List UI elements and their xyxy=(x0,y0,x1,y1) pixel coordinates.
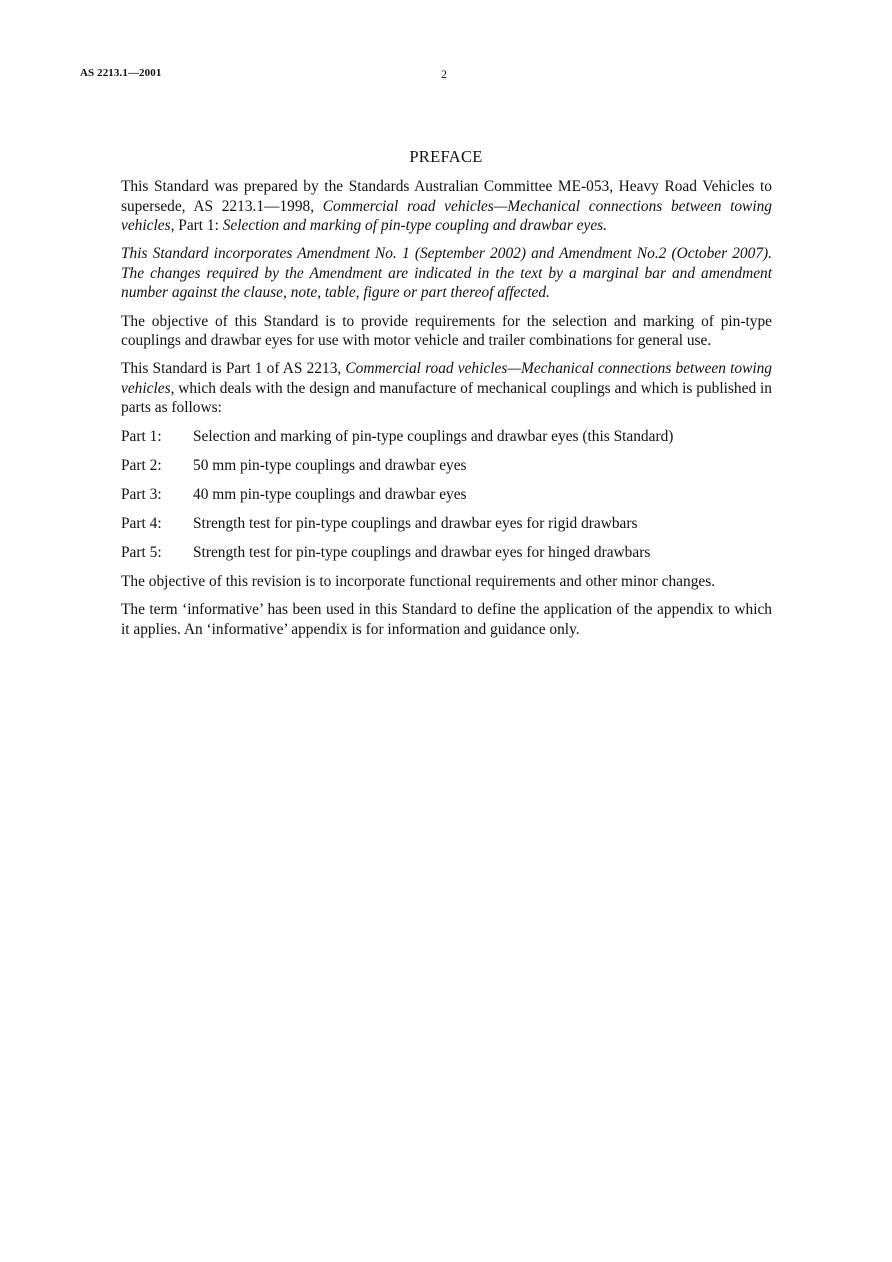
text-run: , Part 1: xyxy=(170,217,223,235)
list-item xyxy=(121,543,772,563)
part-number: Part 2: xyxy=(121,456,162,474)
paragraph-amendments xyxy=(121,244,772,303)
italic-amendment-note: This Standard incorporates Amendment No. 1 (September 2002) and Amendment No.2 (October 2007). The changes required by the Amendment are indicated in the text by a marginal bar and amendment number against the clause, note, table, figure or part thereof affected. xyxy=(121,245,772,302)
page-number: 2 xyxy=(441,67,447,81)
part-number: Part 3: xyxy=(121,485,162,503)
part-description: Strength test for pin-type couplings and drawbar eyes for hinged drawbars xyxy=(193,543,651,561)
text-run: This Standard is Part 1 of AS 2213, xyxy=(121,360,346,378)
parts-list xyxy=(121,427,772,563)
part-description: Selection and marking of pin-type couplings and drawbar eyes (this Standard) xyxy=(193,427,674,445)
list-item xyxy=(121,485,772,505)
italic-title: Selection and marking of pin-type coupling and drawbar eyes. xyxy=(222,217,607,235)
paragraph-objective: The objective of this Standard is to provide requirements for the selection and marking of pin-type couplings and drawbar eyes for use with motor vehicle and trailer combinations for general use. xyxy=(121,312,772,350)
standard-code: AS 2213.1—2001 xyxy=(80,67,162,79)
paragraph-revision-objective: The objective of this revision is to incorporate functional requirements and other minor changes. xyxy=(121,573,716,590)
list-item xyxy=(121,427,772,447)
part-number: Part 5: xyxy=(121,543,162,561)
list-item xyxy=(121,456,772,476)
part-description: 40 mm pin-type couplings and drawbar eyes xyxy=(193,485,467,503)
text-run: , which deals with the design and manufacture of mechanical couplings and which is published in parts as follows: xyxy=(121,379,772,417)
italic-title: Commercial road vehicles—Mechanical connections between towing vehicles xyxy=(121,360,772,397)
part-number: Part 4: xyxy=(121,514,162,532)
part-description: Strength test for pin-type couplings and drawbar eyes for rigid drawbars xyxy=(193,514,638,532)
paragraph-informative: The term ‘informative’ has been used in this Standard to define the application of the appendix to which it applies. An ‘informative’ appendix is for information and guidance only. xyxy=(121,601,772,638)
part-description: 50 mm pin-type couplings and drawbar eyes xyxy=(193,456,467,474)
preface-body xyxy=(121,177,772,648)
paragraph-committee xyxy=(121,177,772,236)
text-run: This Standard was prepared by the Standards Australian Committee ME-053, Heavy Road Vehicles to supersede, AS 2213.1—1998, xyxy=(121,178,772,215)
list-item xyxy=(121,514,772,534)
italic-title: Commercial road vehicles—Mechanical connections between towing vehicles xyxy=(121,197,772,235)
part-number: Part 1: xyxy=(121,427,162,445)
page-title: PREFACE xyxy=(409,147,483,166)
paragraph-series xyxy=(121,359,772,418)
